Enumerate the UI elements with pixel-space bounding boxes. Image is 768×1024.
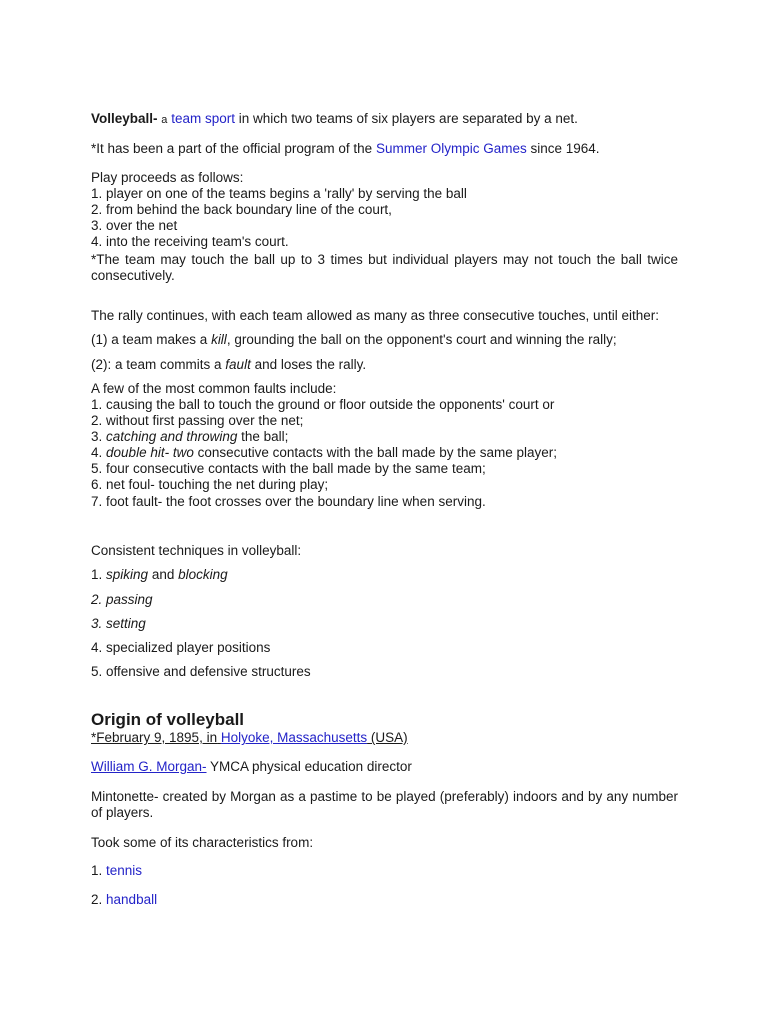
- fault-term: fault: [225, 357, 251, 372]
- faults-header: A few of the most common faults include:: [91, 381, 337, 396]
- double-hit-term: double hit- two: [106, 445, 194, 460]
- olympic-line: [91, 141, 600, 157]
- techniques-header: Consistent techniques in volleyball:: [91, 543, 302, 558]
- article-a: a: [161, 114, 168, 126]
- fault-item: 6. net foul- touching the net during play;: [91, 477, 329, 492]
- volleyball-term: Volleyball-: [91, 111, 158, 126]
- fault-4-num: 4.: [91, 445, 103, 460]
- fault-item: [91, 429, 288, 445]
- origin-date-post: (USA): [370, 730, 408, 745]
- rally-text: The rally continues, with each team allowed as many as three consecutive touches, until either:: [91, 308, 660, 323]
- team-sport-link[interactable]: team sport: [171, 111, 235, 126]
- rally-opt2-post: and loses the rally.: [254, 357, 367, 372]
- play-header: Play proceeds as follows:: [91, 170, 244, 185]
- origin-date-pre: *February 9, 1895, in: [91, 730, 218, 745]
- origin-heading: Origin of volleyball: [91, 710, 245, 729]
- blocking-term: blocking: [178, 567, 228, 582]
- rally-option-1: [91, 332, 617, 348]
- kill-term: kill: [211, 332, 227, 347]
- play-step: 1. player on one of the teams begins a 'rally' by serving the ball: [91, 186, 467, 201]
- technique-item: [91, 567, 228, 583]
- fault-3-num: 3.: [91, 429, 103, 444]
- summer-olympic-games-link[interactable]: Summer Olympic Games: [375, 141, 527, 156]
- setting-term: 3. setting: [91, 616, 146, 631]
- characteristic-item: [91, 863, 142, 879]
- rally-opt2-pre: (2): a team commits a: [91, 357, 222, 372]
- william-g-morgan-link[interactable]: William G. Morgan-: [91, 759, 207, 774]
- fault-4-post: consecutive contacts with the ball made by the same player;: [197, 445, 558, 460]
- catching-throwing-term: catching and throwing: [106, 429, 238, 444]
- fault-item: 2. without first passing over the net;: [91, 413, 304, 428]
- olympic-post: since 1964.: [530, 141, 600, 156]
- took-characteristics: Took some of its characteristics from:: [91, 835, 314, 850]
- characteristic-2-num: 2.: [91, 892, 103, 907]
- fault-item: [91, 445, 557, 461]
- fault-item: 7. foot fault- the foot crosses over the boundary line when serving.: [91, 494, 486, 509]
- fault-3-post: the ball;: [241, 429, 289, 444]
- technique-item: [91, 616, 146, 632]
- tennis-link[interactable]: tennis: [106, 863, 143, 878]
- holyoke-massachusetts-link[interactable]: Holyoke, Massachusetts: [220, 730, 368, 745]
- handball-link[interactable]: handball: [106, 892, 158, 907]
- play-step: 4. into the receiving team's court.: [91, 234, 289, 249]
- rally-opt1-pre: (1) a team makes a: [91, 332, 208, 347]
- rally-option-2: [91, 357, 366, 373]
- characteristic-1-num: 1.: [91, 863, 103, 878]
- technique-item: 5. offensive and defensive structures: [91, 664, 311, 679]
- mintonette-paragraph: Mintonette- created by Morgan as a pastime to be played (preferably) indoors and by any number of players.: [91, 789, 678, 820]
- technique-1-and: and: [151, 567, 175, 582]
- origin-date-line: [91, 730, 408, 746]
- intro-line: [91, 111, 578, 128]
- origin-person-line: [91, 759, 412, 775]
- origin-person-post: YMCA physical education director: [210, 759, 412, 774]
- intro-rest: in which two teams of six players are separated by a net.: [238, 111, 578, 126]
- play-step: 3. over the net: [91, 218, 178, 233]
- play-note: *The team may touch the ball up to 3 times but individual players may not touch the ball twice consecutively.: [91, 252, 678, 283]
- technique-item: [91, 592, 153, 608]
- play-step: 2. from behind the back boundary line of the court,: [91, 202, 392, 217]
- characteristic-item: [91, 892, 157, 908]
- passing-term: 2. passing: [91, 592, 153, 607]
- rally-opt1-post: , grounding the ball on the opponent's court and winning the rally;: [226, 332, 617, 347]
- fault-item: 1. causing the ball to touch the ground or floor outside the opponents' court or: [91, 397, 555, 412]
- spiking-term: spiking: [106, 567, 149, 582]
- technique-1-num: 1.: [91, 567, 103, 582]
- olympic-pre: *It has been a part of the official program of the: [91, 141, 373, 156]
- fault-item: 5. four consecutive contacts with the ball made by the same team;: [91, 461, 486, 476]
- technique-item: 4. specialized player positions: [91, 640, 271, 655]
